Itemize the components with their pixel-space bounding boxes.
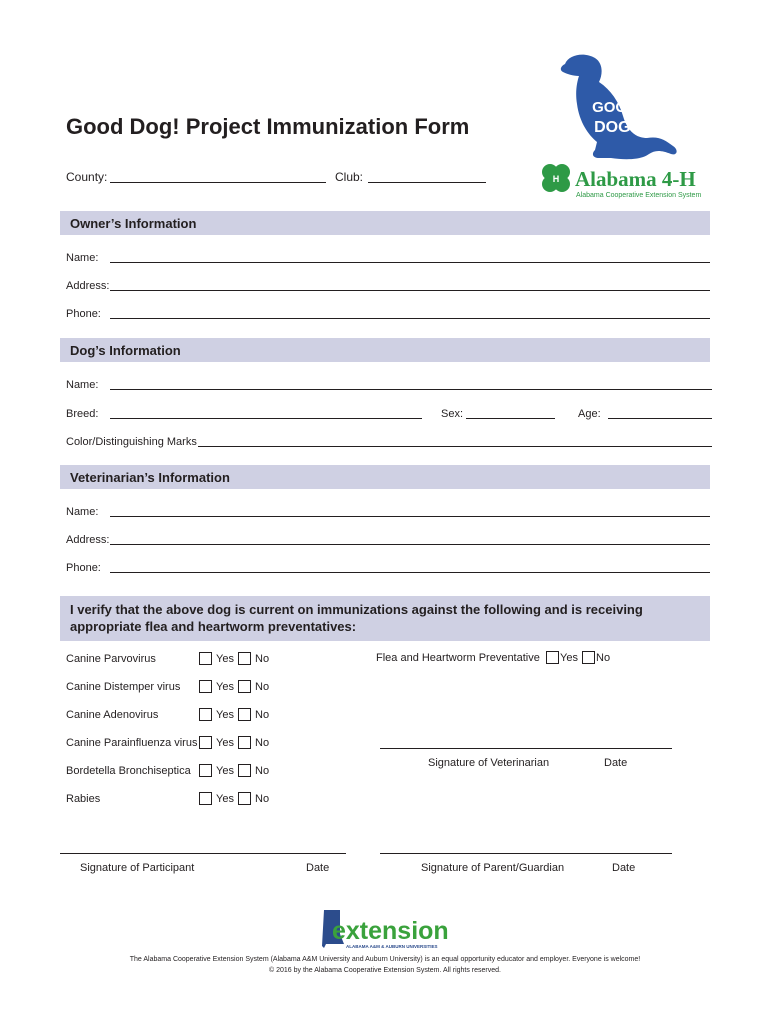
immunization-label: Canine Adenovirus	[66, 709, 159, 721]
no-checkbox[interactable]	[238, 708, 251, 721]
footer-line-1: The Alabama Cooperative Extension System (Alabama A&M University and Auburn University) is an equal opportunity educator and employer. Everyone is welcome!	[129, 956, 641, 963]
good-dog-logo	[555, 50, 685, 165]
owner-address-label: Address:	[66, 280, 110, 292]
logo-good-text: GOOD	[592, 99, 638, 116]
no-label: No	[255, 681, 270, 693]
dog-breed-label: Breed:	[66, 408, 99, 420]
yes-checkbox[interactable]	[199, 736, 212, 749]
dog-section-header	[60, 338, 710, 362]
no-label: No	[255, 653, 270, 665]
club-label: Club:	[335, 170, 364, 184]
parent-signature-label: Signature of Parent/Guardian	[421, 862, 565, 874]
no-label: No	[255, 765, 270, 777]
yes-label: Yes	[216, 653, 234, 665]
parent-signature-field[interactable]	[380, 853, 672, 854]
vet-heading: Veterinarian’s Information	[70, 470, 230, 485]
flea-yes-checkbox[interactable]	[546, 651, 559, 664]
vet-date-label: Date	[604, 757, 628, 769]
dog-age-field[interactable]	[608, 418, 712, 419]
parent-date-label: Date	[612, 862, 636, 874]
dog-sex-label: Sex:	[441, 408, 464, 420]
county-label: County:	[66, 170, 108, 184]
yes-label: Yes	[216, 737, 234, 749]
participant-date-label: Date	[306, 862, 330, 874]
owner-phone-field[interactable]	[110, 318, 710, 319]
vet-phone-label: Phone:	[66, 562, 101, 574]
owner-heading: Owner’s Information	[70, 216, 197, 231]
vet-section-header	[60, 465, 710, 489]
owner-name-label: Name:	[66, 252, 99, 264]
yes-checkbox[interactable]	[199, 708, 212, 721]
yes-label: Yes	[216, 709, 234, 721]
yes-label: Yes	[216, 681, 234, 693]
footer-line-2: © 2016 by the Alabama Cooperative Extension System. All rights reserved.	[268, 967, 501, 974]
dog-heading: Dog’s Information	[70, 343, 181, 358]
vet-address-label: Address:	[66, 534, 110, 546]
logo-alabama-text: Alabama 4-H	[575, 167, 696, 191]
no-checkbox[interactable]	[238, 736, 251, 749]
club-field[interactable]	[368, 182, 486, 183]
dog-name-field[interactable]	[110, 389, 712, 390]
logo-sub-text: Alabama Cooperative Extension System	[576, 192, 702, 199]
owner-name-field[interactable]	[110, 262, 710, 263]
no-label: No	[255, 793, 270, 805]
verify-line-1: I verify that the above dog is current on immunizations against the following and is receiving	[70, 602, 643, 617]
participant-signature-label: Signature of Participant	[80, 862, 195, 874]
no-label: No	[255, 737, 270, 749]
no-label: No	[255, 709, 270, 721]
flea-yes-label: Yes	[560, 652, 578, 664]
verify-line-2: appropriate flea and heartworm preventatives:	[70, 619, 357, 634]
no-checkbox[interactable]	[238, 764, 251, 777]
vet-signature-label: Signature of Veterinarian	[428, 757, 550, 769]
no-checkbox[interactable]	[238, 652, 251, 665]
yes-label: Yes	[216, 765, 234, 777]
svg-text:H: H	[552, 174, 560, 184]
verify-section-header	[60, 596, 710, 641]
immunization-label: Bordetella Bronchiseptica	[66, 765, 191, 777]
county-field[interactable]	[110, 182, 326, 183]
page-title: Good Dog! Project Immunization Form	[66, 114, 470, 139]
immunization-label: Rabies	[66, 793, 101, 805]
dog-marks-field[interactable]	[198, 446, 712, 447]
no-checkbox[interactable]	[238, 792, 251, 805]
owner-section-header	[60, 211, 710, 235]
vet-signature-field[interactable]	[380, 748, 672, 749]
extension-logo	[318, 908, 452, 950]
vet-phone-field[interactable]	[110, 572, 710, 573]
flea-heartworm-label: Flea and Heartworm Preventative	[376, 652, 540, 664]
extension-logo-text: extension	[332, 917, 449, 945]
logo-dog-text: DOG!	[594, 119, 636, 136]
yes-checkbox[interactable]	[199, 764, 212, 777]
yes-checkbox[interactable]	[199, 652, 212, 665]
immunization-label: Canine Parvovirus	[66, 653, 156, 665]
vet-name-field[interactable]	[110, 516, 710, 517]
flea-no-checkbox[interactable]	[582, 651, 595, 664]
vet-name-label: Name:	[66, 506, 99, 518]
yes-checkbox[interactable]	[199, 792, 212, 805]
dog-sex-field[interactable]	[466, 418, 555, 419]
immunization-label: Canine Distemper virus	[66, 681, 181, 693]
owner-address-field[interactable]	[110, 290, 710, 291]
vet-address-field[interactable]	[110, 544, 710, 545]
no-checkbox[interactable]	[238, 680, 251, 693]
extension-logo-sub: ALABAMA A&M & AUBURN UNIVERSITIES	[346, 944, 438, 949]
dog-name-label: Name:	[66, 379, 99, 391]
participant-signature-field[interactable]	[60, 853, 346, 854]
alabama-4h-logo	[538, 160, 708, 202]
yes-label: Yes	[216, 793, 234, 805]
flea-no-label: No	[596, 652, 611, 664]
immunization-label: Canine Parainfluenza virus	[66, 737, 198, 749]
dog-breed-field[interactable]	[110, 418, 422, 419]
dog-age-label: Age:	[578, 408, 601, 420]
dog-marks-label: Color/Distinguishing Marks	[66, 436, 197, 448]
owner-phone-label: Phone:	[66, 308, 101, 320]
yes-checkbox[interactable]	[199, 680, 212, 693]
